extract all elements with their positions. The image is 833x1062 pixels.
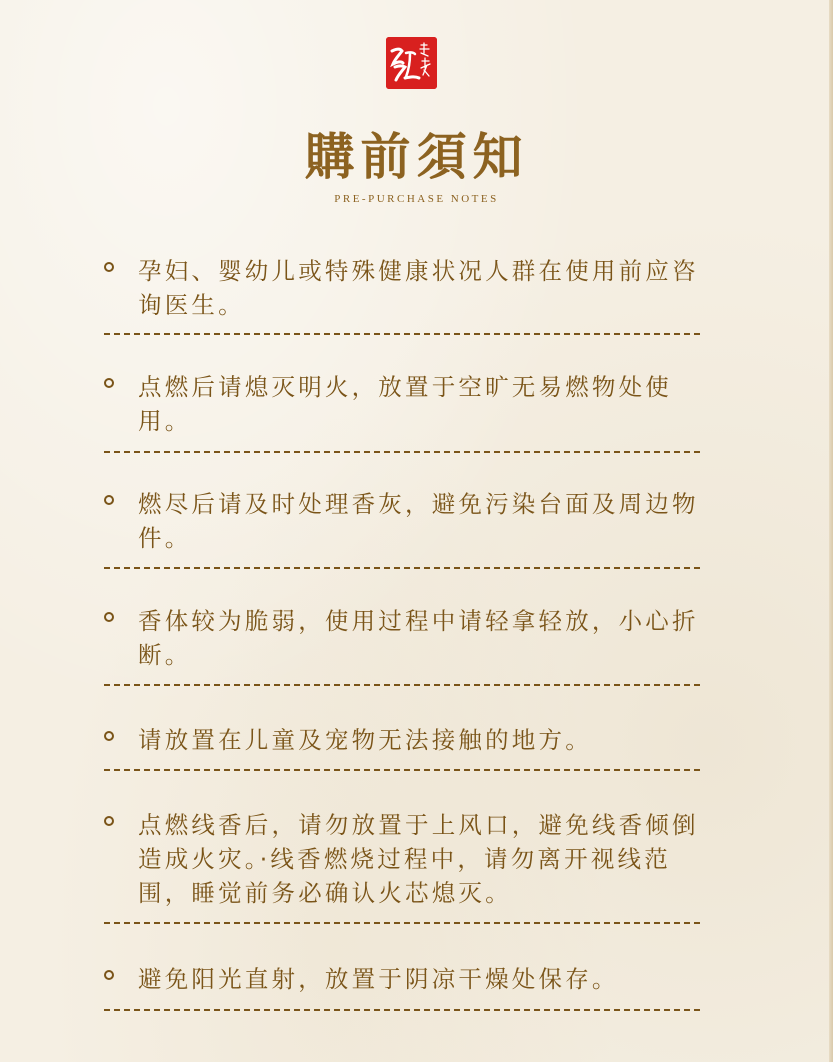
- note-text: 点燃后请熄灭明火，放置于空旷无易燃物处使用。: [138, 373, 672, 435]
- circle-bullet-icon: [104, 731, 114, 741]
- circle-bullet-icon: [104, 262, 114, 272]
- note-text: 点燃线香后，请勿放置于上风口，避免线香倾倒造成火灾。·线香燃烧过程中，请勿离开视线范围，睡觉前务必确认火芯熄灭。: [138, 811, 699, 907]
- dashed-divider: [104, 451, 700, 453]
- note-text: 燃尽后请及时处理香灰，避免污染台面及周边物件。: [138, 490, 699, 552]
- dashed-divider: [104, 684, 700, 686]
- circle-bullet-icon: [104, 612, 114, 622]
- circle-bullet-icon: [104, 495, 114, 505]
- page-subtitle: PRE-PURCHASE NOTES: [334, 193, 499, 205]
- circle-bullet-icon: [104, 816, 114, 826]
- note-text: 孕妇、婴幼儿或特殊健康状况人群在使用前应咨询医生。: [138, 257, 699, 319]
- note-text: 请放置在儿童及宠物无法接触的地方。: [138, 726, 592, 754]
- dashed-divider: [104, 333, 700, 335]
- note-text: 避免阳光直射，放置于阴凉干燥处保存。: [138, 965, 619, 993]
- circle-bullet-icon: [104, 970, 114, 980]
- circle-bullet-icon: [104, 378, 114, 388]
- note-text: 香体较为脆弱，使用过程中请轻拿轻放，小心折断。: [138, 607, 699, 669]
- dashed-divider: [104, 922, 700, 924]
- dashed-divider: [104, 1009, 700, 1011]
- page-title: 購前須知: [304, 127, 529, 186]
- dashed-divider: [104, 567, 700, 569]
- dashed-divider: [104, 769, 700, 771]
